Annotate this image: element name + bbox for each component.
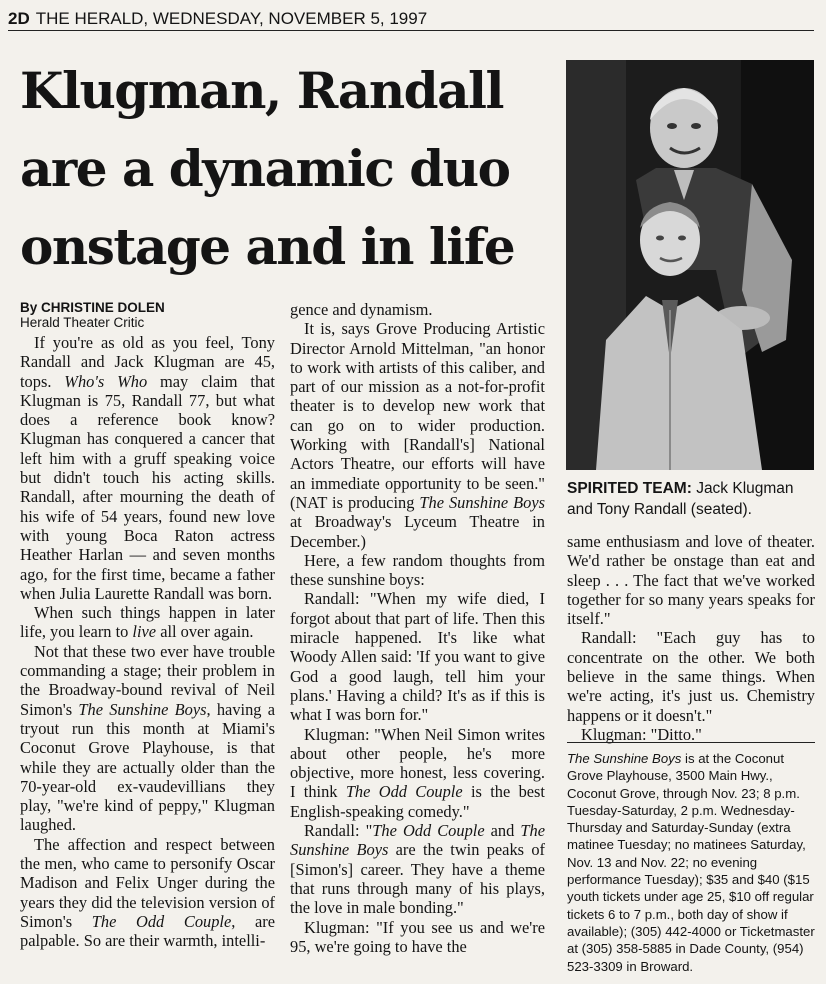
caption-lead: SPIRITED TEAM: [567,480,692,497]
headline: Klugman, Randall are a dynamic duo onstage and in life [20,61,515,276]
paragraph: Not that these two ever have trouble commanding a stage; their problem in the Broadway-bound revival of Neil Simon's The Sunshine Boys, having a tryout run this month at Miami's Coconut Grove Playhouse, is that while they are actually older than the 70-year-old ex-vaudevillians they play, "we're kind of peppy," Klugman laughed. [20,641,275,835]
photo-caption [567,478,815,520]
show-details: is at the Coconut Grove Playhouse, 3500 Main Hwy., Coconut Grove, through Nov. 23; 8 p.m. Tuesday-Saturday, 2 p.m. Wednesday-Thursday and Saturday-Sunday (extra matinee Tuesday; no matinees Saturday, Nov. 13 and Nov. 22; no evening performance Tuesday); $35 and $40 ($15 youth tickets under age 25, $10 off regular tickets 6 to 7 p.m., both day of show if available); (305) 442-4000 or Ticketmaster at (305) 358-5885 in Dade County, (954) 523-3309 in Broward. [567,751,815,974]
paragraph: When such things happen in later life, you learn to live all over again. [20,603,275,642]
paragraph: same enthusiasm and love of theater. We'd rather be onstage than eat and sleep . . . The fact that we've worked together for so many years speaks for itself." [567,532,815,629]
paragraph: Klugman: "Ditto." [581,724,702,744]
paragraph: Randall: "When my wife died, I forgot about that part of life. Then this miracle happened. It's like what Woody Allen said: 'If you want to give God a good laugh, tell him your plans.' Having a child? It's as if this is what I was born for." [290,589,545,725]
paragraph: Klugman: "When Neil Simon writes about other people, he's more objective, more honest, less covering. I think The Odd Couple is the best English-speaking comedy." [290,724,545,821]
page-folio [8,8,814,31]
folio-text: THE HERALD, WEDNESDAY, NOVEMBER 5, 1997 [35,9,428,28]
photo [566,60,814,470]
article-column-2 [290,300,545,956]
paragraph: It is, says Grove Producing Artistic Director Arnold Mittelman, "an honor to work with artists of this caliber, and part of our mission as a not-for-profit theater is to develop new work that can go on to wider production. Working with [Randall's] National Actors Theatre, our efforts will have an immediate opportunity to be seen." (NAT is producing The Sunshine Boys at Broadway's Lyceum Theatre in December.) [290,319,545,551]
paragraph: Randall: "The Odd Couple and The Sunshine Boys are the twin peaks of [Simon's] career. They have a theme that runs through many of his plays, the love in male bonding." [290,821,545,918]
paragraph: The affection and respect between the men, who came to personify Oscar Madison and Felix Unger during the years they did the television version of Simon's The Odd Couple, are palpable. So are their warmth, intelli- [20,834,275,951]
show-info-box [567,742,815,975]
paragraph: Randall: "Each guy has to concentrate on the other. We both believe in the same things. When we're acting, it's just us. Chemistry happens or it doesn't." [567,628,815,725]
paragraph: If you're as old as you feel, Tony Randall and Jack Klugman are 45, tops. Who's Who may claim that Klugman is 75, Randall 77, but what does a reference book know? Klugman has conquered a cancer that left him with a gruff speaking voice but didn't touch his acting skills. Randall, after mourning the death of his wife of 54 years, found new love with young Boca Raton actress Heather Harlan — and seven months ago, for the first time, became a father when Julia Laurette Randall was born. [20,333,275,603]
byline-author: By CHRISTINE DOLEN [20,300,165,315]
article-column-1 [20,300,275,951]
caption-text: Jack Klugman and Tony Randall (seated). [567,480,794,518]
article-column-3 [567,532,815,744]
paragraph: Klugman: "If you see us and we're 95, we're going to have the [290,917,545,956]
paragraph: gence and dynamism. [290,300,433,319]
photo-illustration [566,60,814,470]
byline-role: Herald Theater Critic [20,315,145,330]
paragraph: Here, a few random thoughts from these sunshine boys: [290,550,545,590]
show-title: The Sunshine Boys [567,751,682,766]
page-number: 2D [8,9,30,28]
